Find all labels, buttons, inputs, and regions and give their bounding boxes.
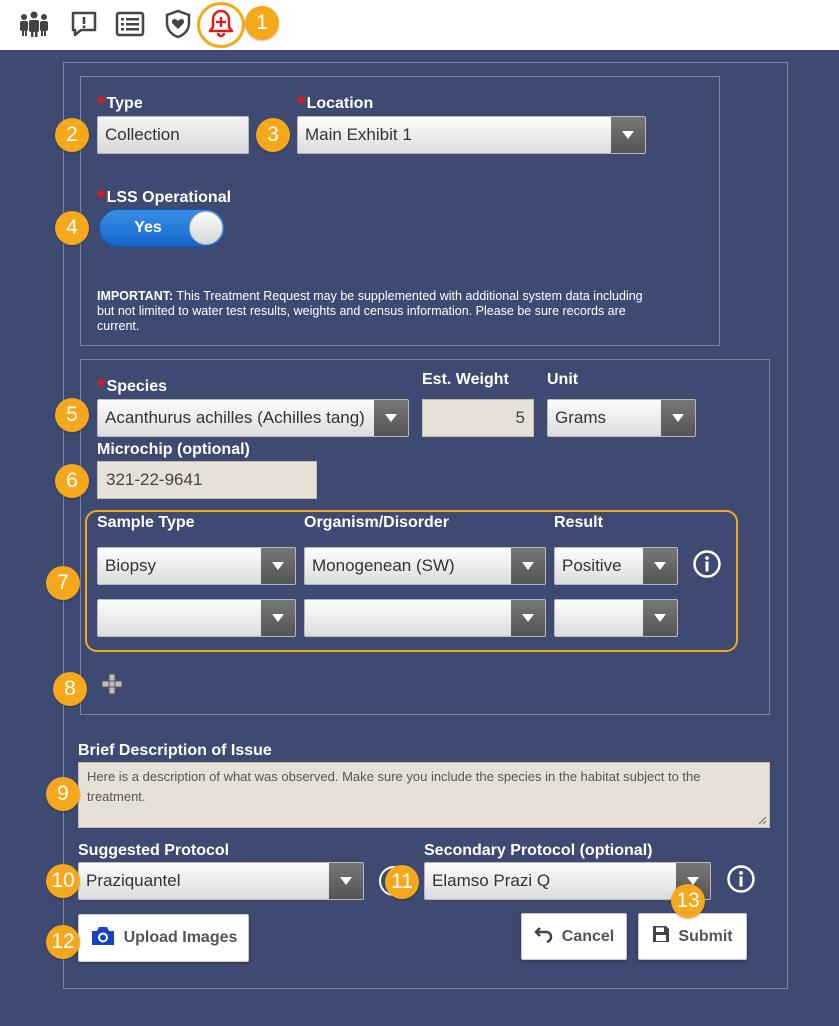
shield-heart-icon[interactable] [162,8,194,40]
species-select[interactable] [97,399,409,437]
chevron-down-icon [643,600,677,636]
microchip-value: 321-22-9641 [106,470,203,489]
chevron-down-icon [643,548,677,584]
bell-plus-icon-ring[interactable] [197,2,245,48]
secondary-protocol-select[interactable] [424,862,711,900]
submit-button[interactable] [638,913,747,960]
est-weight-label: Est. Weight [422,371,509,388]
suggested-protocol-value: Praziquantel [86,871,181,890]
location-select[interactable] [297,116,646,154]
upload-images-label: Upload Images [123,929,238,946]
chevron-down-icon [611,117,645,153]
lss-label: *LSS Operational [97,185,232,210]
sample-type-select-2[interactable] [97,599,296,637]
bell-plus-icon [207,8,235,43]
callout-badge-12: 12 [46,925,80,959]
list-icon[interactable] [114,8,146,40]
suggested-protocol-select[interactable] [78,862,364,900]
callout-badge-10: 10 [46,864,80,898]
sample-type-header: Sample Type [97,514,195,531]
microchip-input[interactable] [97,461,317,499]
camera-icon [90,925,116,952]
callout-badge-13: 13 [671,884,705,918]
result-header: Result [554,514,603,531]
people-icon[interactable] [18,8,50,40]
chevron-down-icon [661,400,695,436]
sample-type-select[interactable] [97,547,296,585]
est-weight-value: 5 [515,408,525,427]
suggested-protocol-label: Suggested Protocol [78,842,230,859]
chevron-down-icon [261,548,295,584]
toggle-knob [189,211,223,245]
result-select-2[interactable] [554,599,678,637]
type-select[interactable] [97,116,249,154]
result-select[interactable] [554,547,678,585]
unit-label: Unit [547,371,579,388]
important-note [97,289,657,334]
save-icon [652,925,670,948]
callout-badge-9: 9 [46,777,80,811]
cancel-label: Cancel [561,927,615,945]
info-icon[interactable] [726,864,756,894]
callout-badge-7: 7 [46,566,80,600]
chevron-down-icon [261,600,295,636]
unit-value: Grams [555,408,606,427]
species-value: Acanthurus achilles (Achilles tang) [105,408,365,427]
microchip-label: Microchip (optional) [97,441,250,458]
lss-toggle[interactable] [99,209,225,247]
callout-badge-11: 11 [385,865,419,899]
type-label: *Type [97,91,143,116]
callout-badge-3: 3 [256,118,290,152]
organism-select[interactable] [304,547,546,585]
chevron-down-icon [329,863,363,899]
description-value: Here is a description of what was observed. Make sure you include the species in the habitat subject to the treatment. [87,769,701,804]
callout-badge-6: 6 [55,464,89,498]
plus-icon[interactable] [100,672,124,696]
callout-badge-5: 5 [55,398,89,432]
organism-header: Organism/Disorder [304,514,449,531]
undo-icon [534,924,554,949]
description-label: Brief Description of Issue [78,742,272,759]
callout-badge-4: 4 [55,211,89,245]
alert-message-icon[interactable] [68,8,100,40]
species-label: *Species [97,374,168,399]
chevron-down-icon [511,548,545,584]
note-bold: IMPORTANT: [97,289,174,303]
result-value: Positive [562,556,622,575]
chevron-down-icon [511,600,545,636]
organism-select-2[interactable] [304,599,546,637]
est-weight-input[interactable] [422,399,534,437]
location-label: *Location [297,91,374,116]
type-value: Collection [105,125,180,144]
cancel-button[interactable] [521,913,627,960]
secondary-protocol-label: Secondary Protocol (optional) [424,842,653,859]
resize-handle-icon [757,815,767,825]
organism-value: Monogenean (SW) [312,556,455,575]
callout-badge-8: 8 [53,672,87,706]
note-text: This Treatment Request may be supplemented with additional system data including but not limited to water test results, weights and census information. Please be sure records are current. [97,289,643,333]
upload-images-button[interactable] [78,914,249,962]
submit-label: Submit [678,927,733,945]
lss-toggle-label: Yes [134,219,162,236]
callout-badge-2: 2 [55,118,89,152]
top-toolbar [0,0,839,50]
info-icon[interactable] [692,549,722,579]
unit-select[interactable] [547,399,696,437]
description-textarea[interactable] [78,762,770,828]
location-value: Main Exhibit 1 [305,125,412,144]
sample-type-value: Biopsy [105,556,157,575]
chevron-down-icon [374,400,408,436]
secondary-protocol-value: Elamso Prazi Q [432,871,551,890]
callout-badge-1: 1 [245,6,279,40]
